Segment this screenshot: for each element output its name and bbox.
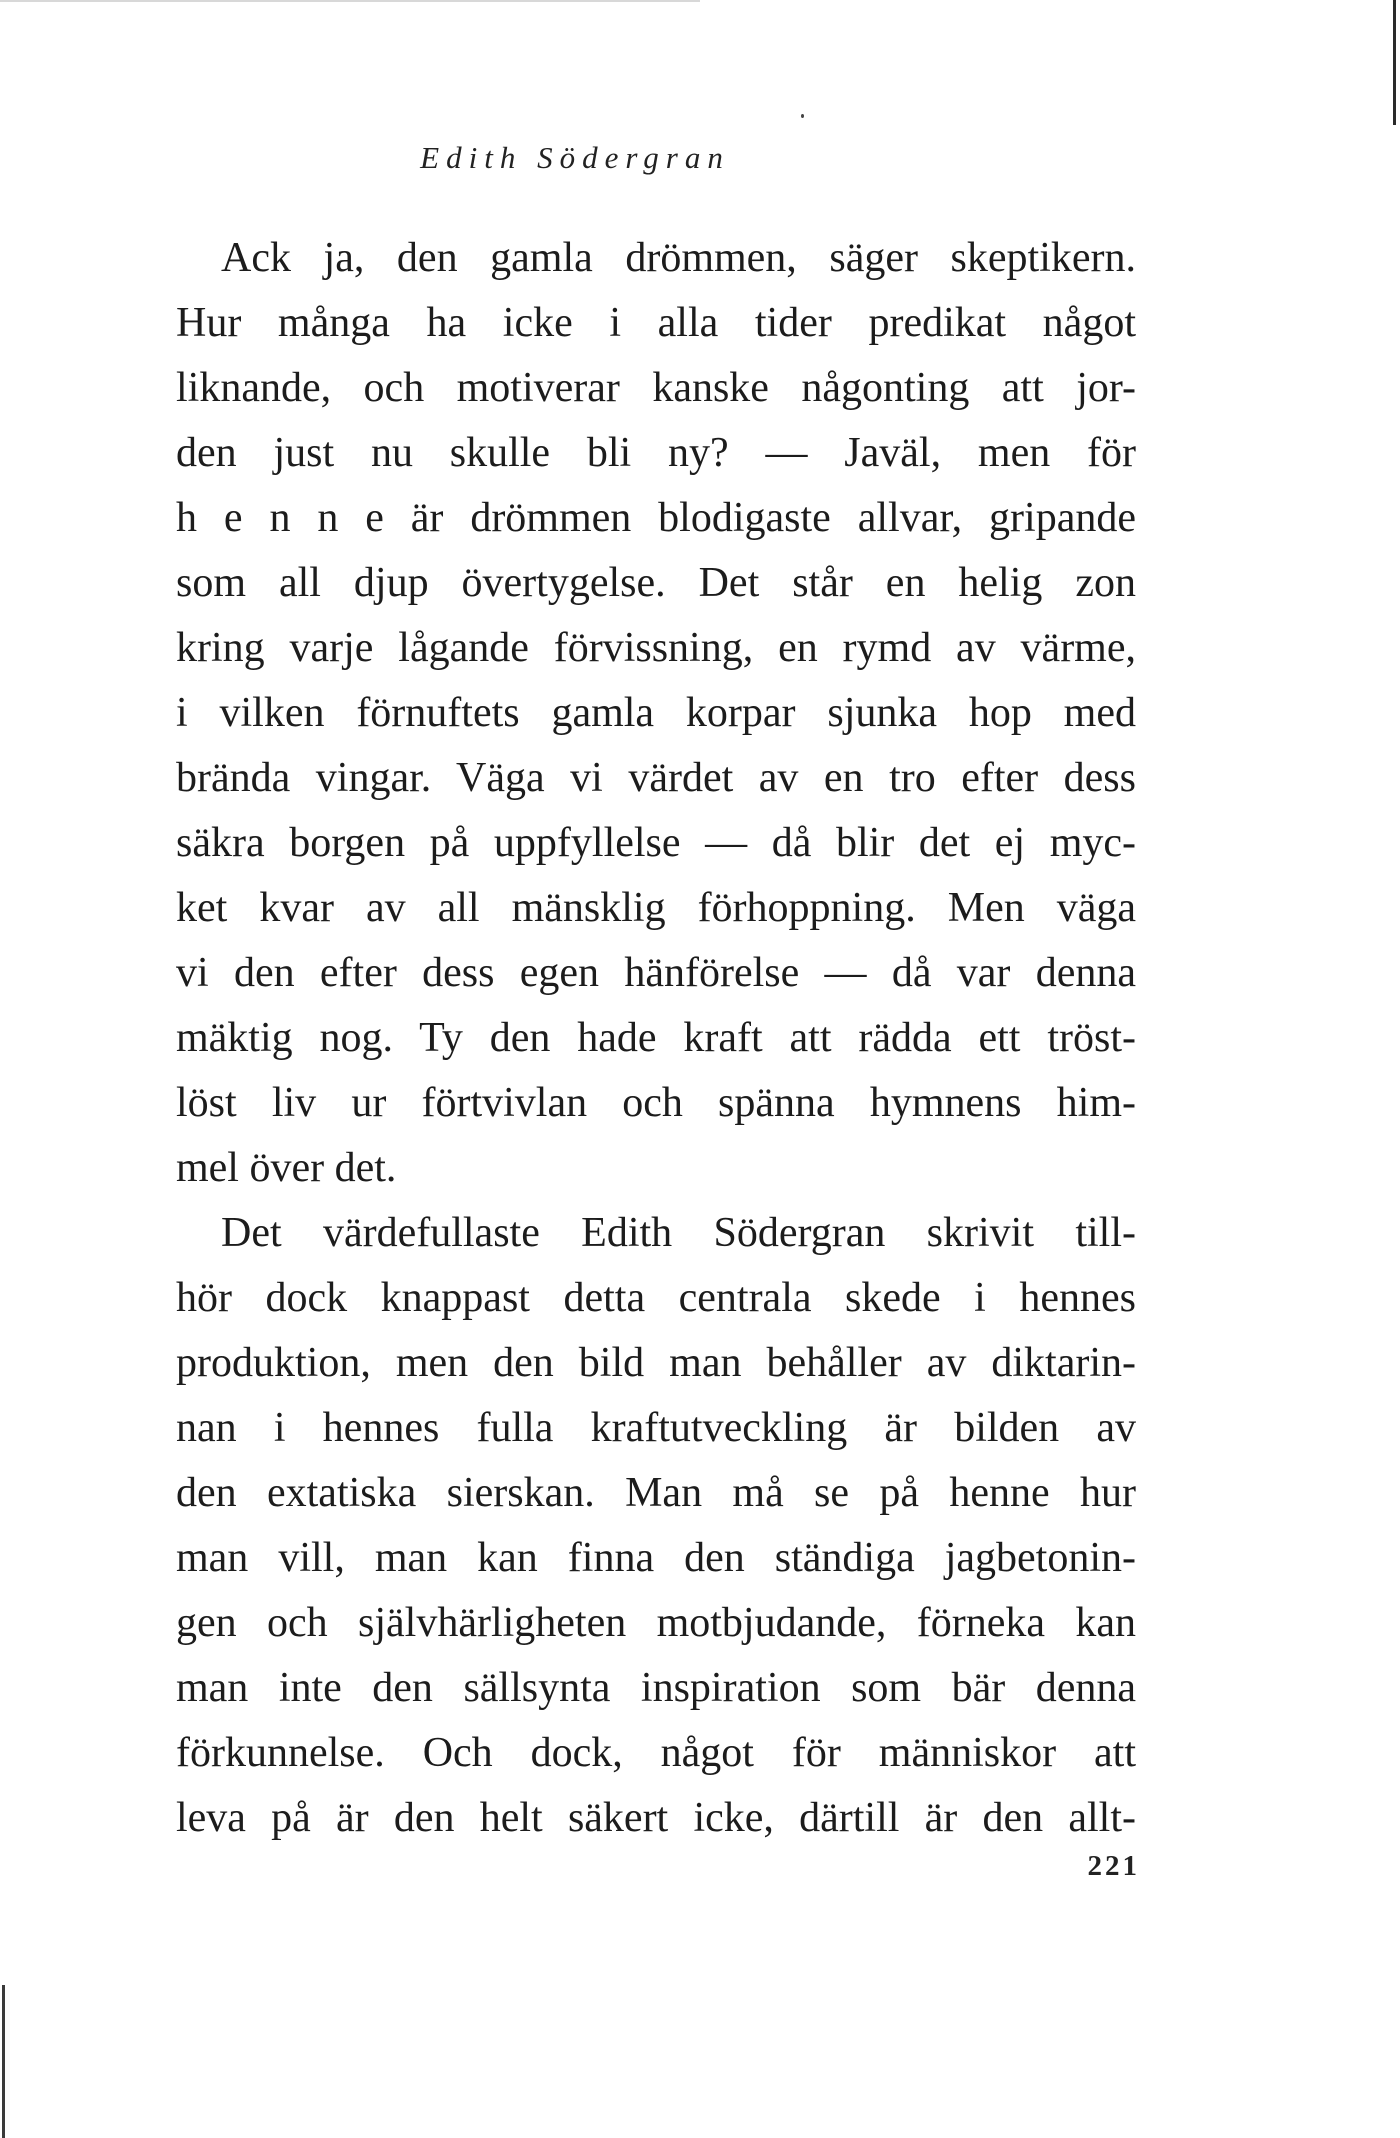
text-line: h e n n e är drömmen blodigaste allvar, gripande xyxy=(176,495,1136,541)
text-line: vi den efter dess egen hänförelse — då var denna xyxy=(176,950,1136,996)
text-line: brända vingar. Väga vi värdet av en tro efter dess xyxy=(176,755,1136,801)
text-line: Ack ja, den gamla drömmen, säger skeptikern. xyxy=(221,235,1136,281)
text-line: den extatiska sierskan. Man må se på henne hur xyxy=(176,1470,1136,1516)
text-line: mel över det. xyxy=(176,1145,397,1191)
scan-edge-left xyxy=(2,1985,5,2138)
text-line: förkunnelse. Och dock, något för människor att xyxy=(176,1730,1136,1776)
page-number: 221 xyxy=(1087,1850,1140,1882)
print-speck xyxy=(801,114,804,118)
text-line: hör dock knappast detta centrala skede i hennes xyxy=(176,1275,1136,1321)
text-line: Hur många ha icke i alla tider predikat något xyxy=(176,300,1136,346)
text-line: säkra borgen på uppfyllelse — då blir det ej myc- xyxy=(176,820,1136,866)
text-line: gen och självhärligheten motbjudande, förneka kan xyxy=(176,1600,1136,1646)
text-line: den just nu skulle bli ny? — Javäl, men för xyxy=(176,430,1136,476)
scan-edge-right xyxy=(1393,0,1396,125)
text-line: kring varje lågande förvissning, en rymd av värme, xyxy=(176,625,1136,671)
text-line: löst liv ur förtvivlan och spänna hymnens him- xyxy=(176,1080,1136,1126)
text-line: man vill, man kan finna den ständiga jagbetonin- xyxy=(176,1535,1136,1581)
text-line: nan i hennes fulla kraftutveckling är bilden av xyxy=(176,1405,1136,1451)
text-line: ket kvar av all mänsklig förhoppning. Men väga xyxy=(176,885,1136,931)
body-text xyxy=(176,226,1136,1851)
running-head: Edith Södergran xyxy=(420,140,730,175)
text-line: i vilken förnuftets gamla korpar sjunka hop med xyxy=(176,690,1136,736)
text-line: man inte den sällsynta inspiration som bär denna xyxy=(176,1665,1136,1711)
text-line: liknande, och motiverar kanske någonting att jor- xyxy=(176,365,1136,411)
text-line: leva på är den helt säkert icke, därtill är den allt- xyxy=(176,1795,1136,1841)
scan-edge-top xyxy=(0,0,700,2)
text-line: produktion, men den bild man behåller av diktarin- xyxy=(176,1340,1136,1386)
text-line: Det värdefullaste Edith Södergran skrivit till- xyxy=(221,1210,1136,1256)
text-line: mäktig nog. Ty den hade kraft att rädda ett tröst- xyxy=(176,1015,1136,1061)
text-line: som all djup övertygelse. Det står en helig zon xyxy=(176,560,1136,606)
